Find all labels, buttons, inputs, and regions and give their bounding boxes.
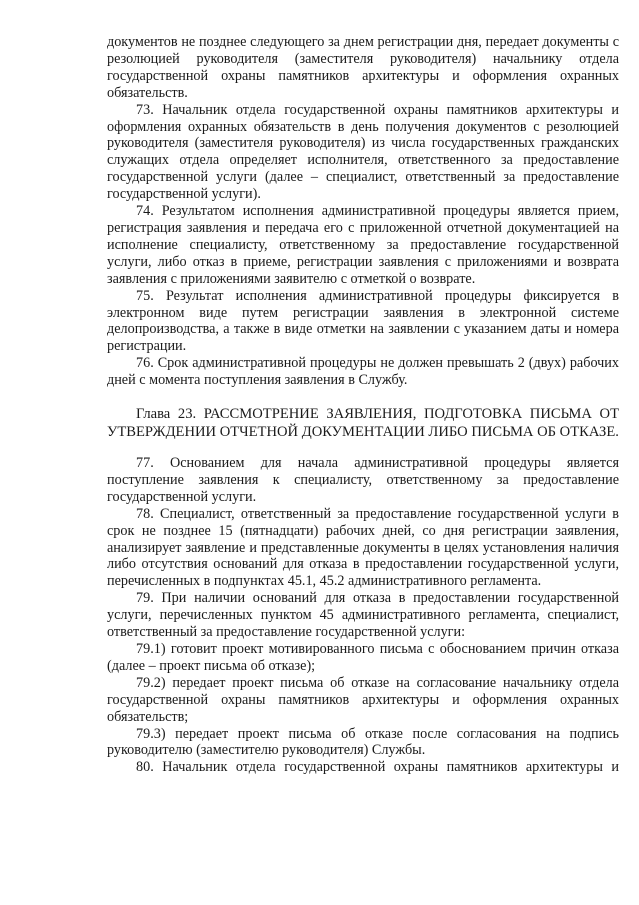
paragraph-continuation: документов не позднее следующего за днем регистрации дня, передает документы с резолюцией руководителя (заместителя руководителя) начальнику отдела государственной охраны памятников архитектуры и оформления охранных обязательств. bbox=[107, 34, 619, 101]
paragraph-75: 75. Результат исполнения административной процедуры фиксируется в электронном виде путем регистрации заявления в электронной системе делопроизводства, а также в виде отметки на заявлении с указанием даты и номера регистрации. bbox=[107, 287, 619, 355]
paragraph-76: 76. Срок административной процедуры не должен превышать 2 (двух) рабочих дней с момента поступления заявления в Службу. bbox=[107, 355, 619, 389]
document-page bbox=[107, 34, 619, 776]
paragraph-79: 79. При наличии оснований для отказа в предоставлении государственной услуги, перечисленных пунктом 45 административного регламента, специалист, ответственный за предоставление государственной услуги: bbox=[107, 590, 619, 641]
chapter-heading: Глава 23. РАССМОТРЕНИЕ ЗАЯВЛЕНИЯ, ПОДГОТОВКА ПИСЬМА ОТ УТВЕРЖДЕНИИ ОТЧЕТНОЙ ДОКУМЕНТАЦИИ ЛИБО ПИСЬМА ОБ ОТКАЗЕ. bbox=[107, 406, 619, 441]
paragraph-77: 77. Основанием для начала административной процедуры является поступление заявления к специалисту, ответственному за предоставление государственной услуги. bbox=[107, 455, 619, 505]
subparagraph-79-1: 79.1) готовит проект мотивированного письма с обоснованием причин отказа (далее – проект письма об отказе); bbox=[107, 641, 619, 674]
paragraph-73: 73. Начальник отдела государственной охраны памятников архитектуры и оформления охранных обязательств в день получения документов с резолюцией руководителя (заместителя руководителя) из числа государственных гражданских служащих отдела определяет исполнителя, ответственного за предоставление государственной услуги (далее – специалист, ответственный за предоставление государственной услуги). bbox=[107, 101, 619, 203]
subparagraph-79-2: 79.2) передает проект письма об отказе на согласование начальнику отдела государственной охраны памятников архитектуры и оформления охранных обязательств; bbox=[107, 674, 619, 725]
paragraph-78: 78. Специалист, ответственный за предоставление государственной услуги в срок не позднее 15 (пятнадцати) рабочих дней, со дня регистрации заявления, анализирует заявление и представленные документы в целях установления наличия либо отсутствия оснований для отказа в предоставлении государственной услуги, перечисленных в подпунктах 45.1, 45.2 административного регламента. bbox=[107, 505, 619, 590]
paragraph-80: 80. Начальник отдела государственной охраны памятников архитектуры и bbox=[136, 759, 619, 776]
paragraph-74: 74. Результатом исполнения административной процедуры является прием, регистрация заявления и передача его с приложенной отчетной документацией на исполнение специалисту, ответственному за предоставление государственной услуги, либо отказ в приеме, регистрации заявления с приложениями и возврата заявления с приложениями заявителю с отметкой о возврате. bbox=[107, 203, 619, 287]
subparagraph-79-3: 79.3) передает проект письма об отказе после согласования на подпись руководителю (заместителю руководителя) Службы. bbox=[107, 725, 619, 759]
